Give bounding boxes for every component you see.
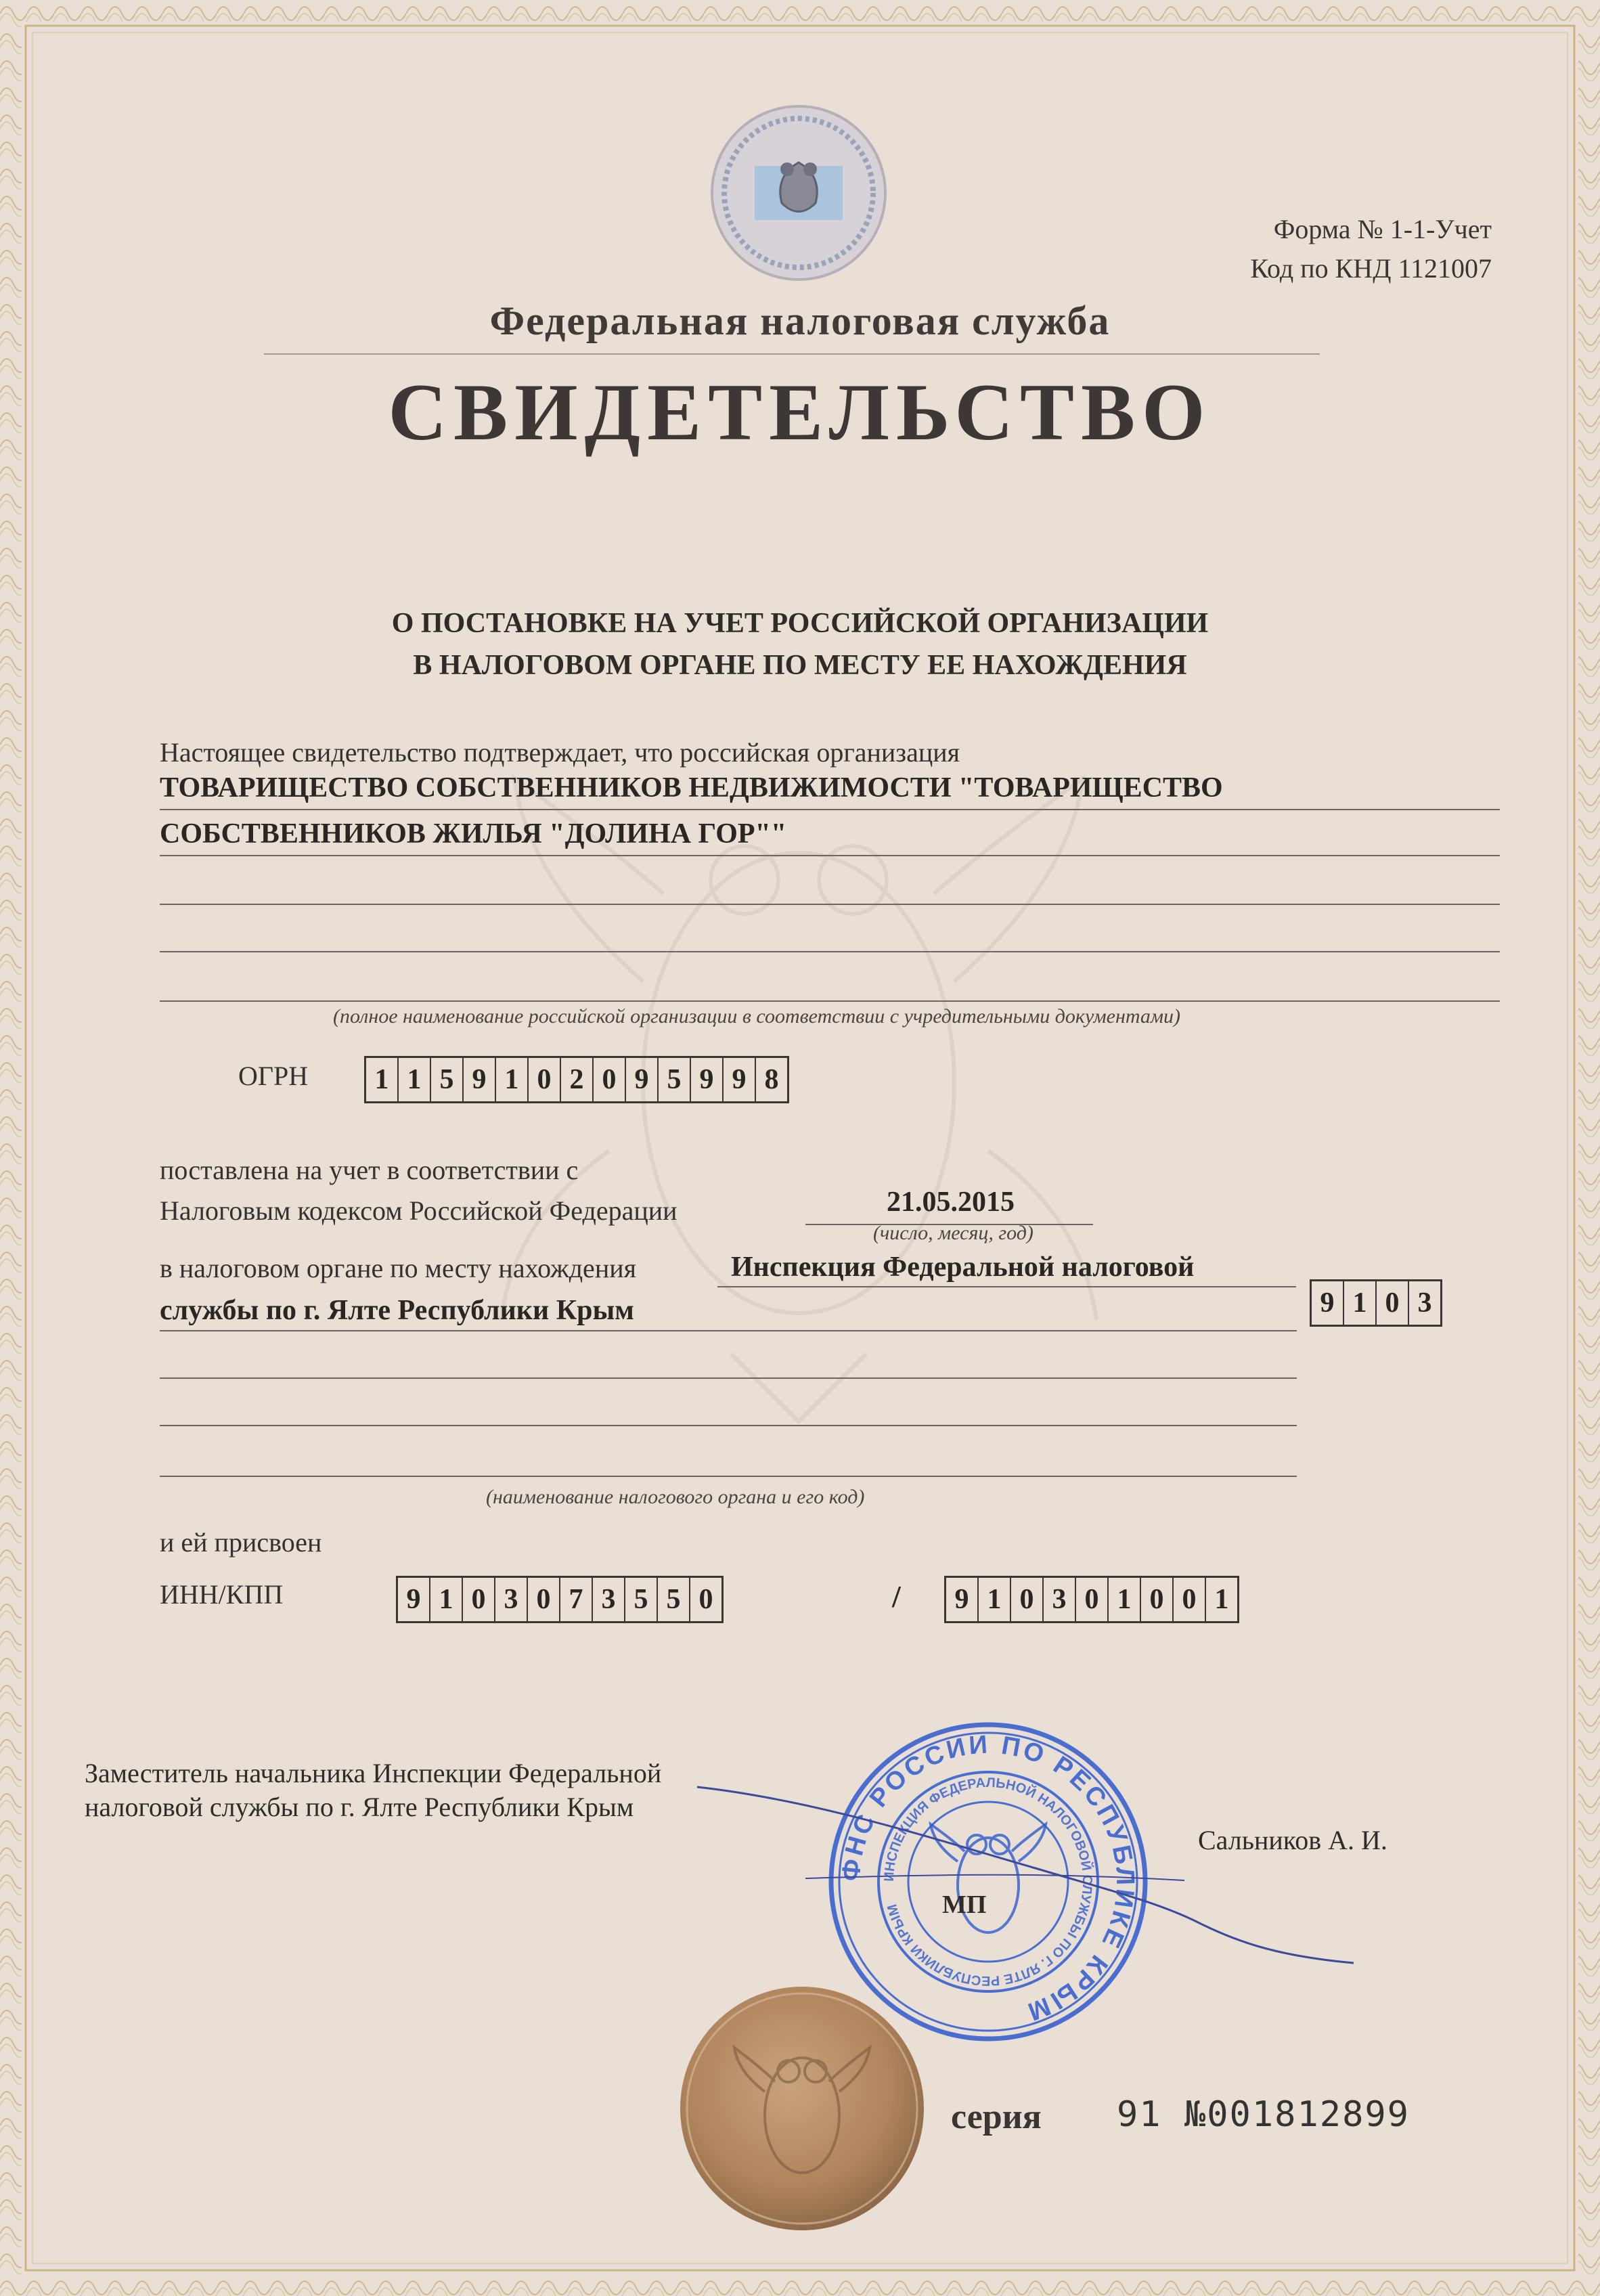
organization-name-hint: (полное наименование российской организации в соответствии с учредительными документами) [333,1005,1181,1028]
registration-text-line-1: поставлена на учет в соответствии с [160,1155,579,1185]
authority-code-digit: 0 [1377,1281,1409,1325]
kpp-digit: 0 [1141,1578,1174,1621]
kpp-digit: 1 [1109,1578,1141,1621]
subtitle-line-1: О ПОСТАНОВКЕ НА УЧЕТ РОССИЙСКОЙ ОРГАНИЗАЦИИ [391,608,1209,639]
kpp-digit: 0 [1011,1578,1044,1621]
certificate-title: СВИДЕТЕЛЬСТВО [388,367,1212,457]
tax-authority-hint: (наименование налогового органа и его код) [486,1486,865,1508]
underline [160,855,1500,856]
kpp-digit: 3 [1044,1578,1076,1621]
official-position-line-2: налоговой службы по г. Ялте Республики Крым [85,1792,634,1822]
ogrn-digit: 5 [431,1058,464,1101]
tax-authority-line-1: Инспекция Федеральной налоговой [731,1252,1195,1283]
inn-boxes [396,1576,724,1623]
underline [160,1425,1297,1426]
registration-date: 21.05.2015 [887,1187,1015,1218]
series-number: 91 №001812899 [1117,2094,1410,2135]
kpp-digit: 0 [1174,1578,1206,1621]
inn-digit: 5 [625,1578,658,1621]
ogrn-digit: 1 [366,1058,399,1101]
kpp-boxes [944,1576,1239,1623]
organization-name-line-2: СОБСТВЕННИКОВ ЖИЛЬЯ "ДОЛИНА ГОР"" [160,818,787,849]
kpp-digit: 9 [946,1578,979,1621]
signer-name: Сальников А. И. [1198,1825,1387,1855]
inn-digit: 0 [698,1584,713,1615]
inn-kpp-label: ИНН/КПП [160,1579,284,1610]
ogrn-digit: 1 [496,1058,529,1101]
stamp-ring-text: ФНС РОССИИ ПО РЕСПУБЛИКЕ КРЫМ [837,1730,1140,2027]
inn-digit: 0 [463,1578,495,1621]
knd-code: Код по КНД 1121007 [1250,253,1492,284]
tax-authority-label: в налоговом органе по месту нахождения [160,1253,637,1283]
inn-kpp-separator: / [892,1579,901,1614]
ogrn-digit: 8 [764,1064,779,1095]
underline [160,1377,1297,1379]
hologram-emblem-icon [707,102,890,284]
tax-authority-line-2: службы по г. Ялте Республики Крым [160,1295,634,1326]
subtitle-line-2: В НАЛОГОВОМ ОРГАНЕ ПО МЕСТУ ЕЕ НАХОЖДЕНИЯ [413,650,1187,681]
ogrn-label: ОГРН [238,1061,309,1091]
inn-digit: 1 [430,1578,463,1621]
stamp-inner-text: ИНСПЕКЦИЯ ФЕДЕРАЛЬНОЙ НАЛОГОВОЙ СЛУЖБЫ ПО Г. ЯЛТЕ РЕСПУБЛИКИ КРЫМ [881,1775,1095,1989]
mp-mark: МП [942,1891,987,1919]
underline [160,1000,1500,1002]
authority-code-digit: 3 [1417,1287,1432,1319]
inn-digit: 5 [658,1578,690,1621]
kpp-digit: 1 [979,1578,1011,1621]
organization-name-line-1: ТОВАРИЩЕСТВО СОБСТВЕННИКОВ НЕДВИЖИМОСТИ "ТОВАРИЩЕСТВО [160,772,1223,803]
ogrn-boxes [364,1056,789,1103]
underline [160,951,1500,952]
organization-intro: Настоящее свидетельство подтверждает, что российская организация [160,737,960,768]
series-label: серия [951,2098,1042,2136]
inn-digit: 3 [593,1578,625,1621]
ogrn-digit: 1 [399,1058,431,1101]
registration-date-hint: (число, месяц, год) [873,1222,1034,1244]
underline [160,904,1500,905]
underline [160,1330,1297,1331]
underline [717,1286,1296,1287]
signature-stroke-icon [684,1760,1374,2004]
inn-digit: 3 [495,1578,528,1621]
form-meta [1250,210,1492,288]
ogrn-digit: 9 [691,1058,724,1101]
ogrn-digit: 9 [724,1058,756,1101]
underline [160,809,1500,810]
kpp-digit: 0 [1076,1578,1109,1621]
gold-seal-icon [677,1983,927,2234]
form-number: Форма № 1-1-Учет [1273,214,1492,244]
official-position [85,1757,661,1824]
authority-code-digit: 9 [1312,1281,1344,1325]
registration-text-line-2: Налоговым кодексом Российской Федерации [160,1195,677,1226]
underline [160,1476,1297,1477]
tax-authority-code-boxes [1310,1279,1442,1327]
certificate-subtitle [0,602,1600,686]
ogrn-digit: 2 [561,1058,594,1101]
assigned-text: и ей присвоен [160,1527,322,1558]
ogrn-digit: 5 [659,1058,691,1101]
authority-code-digit: 1 [1344,1281,1377,1325]
kpp-digit: 1 [1214,1584,1229,1615]
ogrn-digit: 9 [464,1058,496,1101]
inn-digit: 7 [560,1578,593,1621]
inn-digit: 0 [528,1578,560,1621]
ogrn-digit: 0 [594,1058,626,1101]
agency-name: Федеральная налоговая служба [489,299,1111,343]
inn-digit: 9 [398,1578,430,1621]
ogrn-digit: 9 [626,1058,659,1101]
ogrn-digit: 0 [529,1058,561,1101]
header-divider [264,353,1320,355]
official-position-line-1: Заместитель начальника Инспекции Федеральной [85,1758,662,1788]
